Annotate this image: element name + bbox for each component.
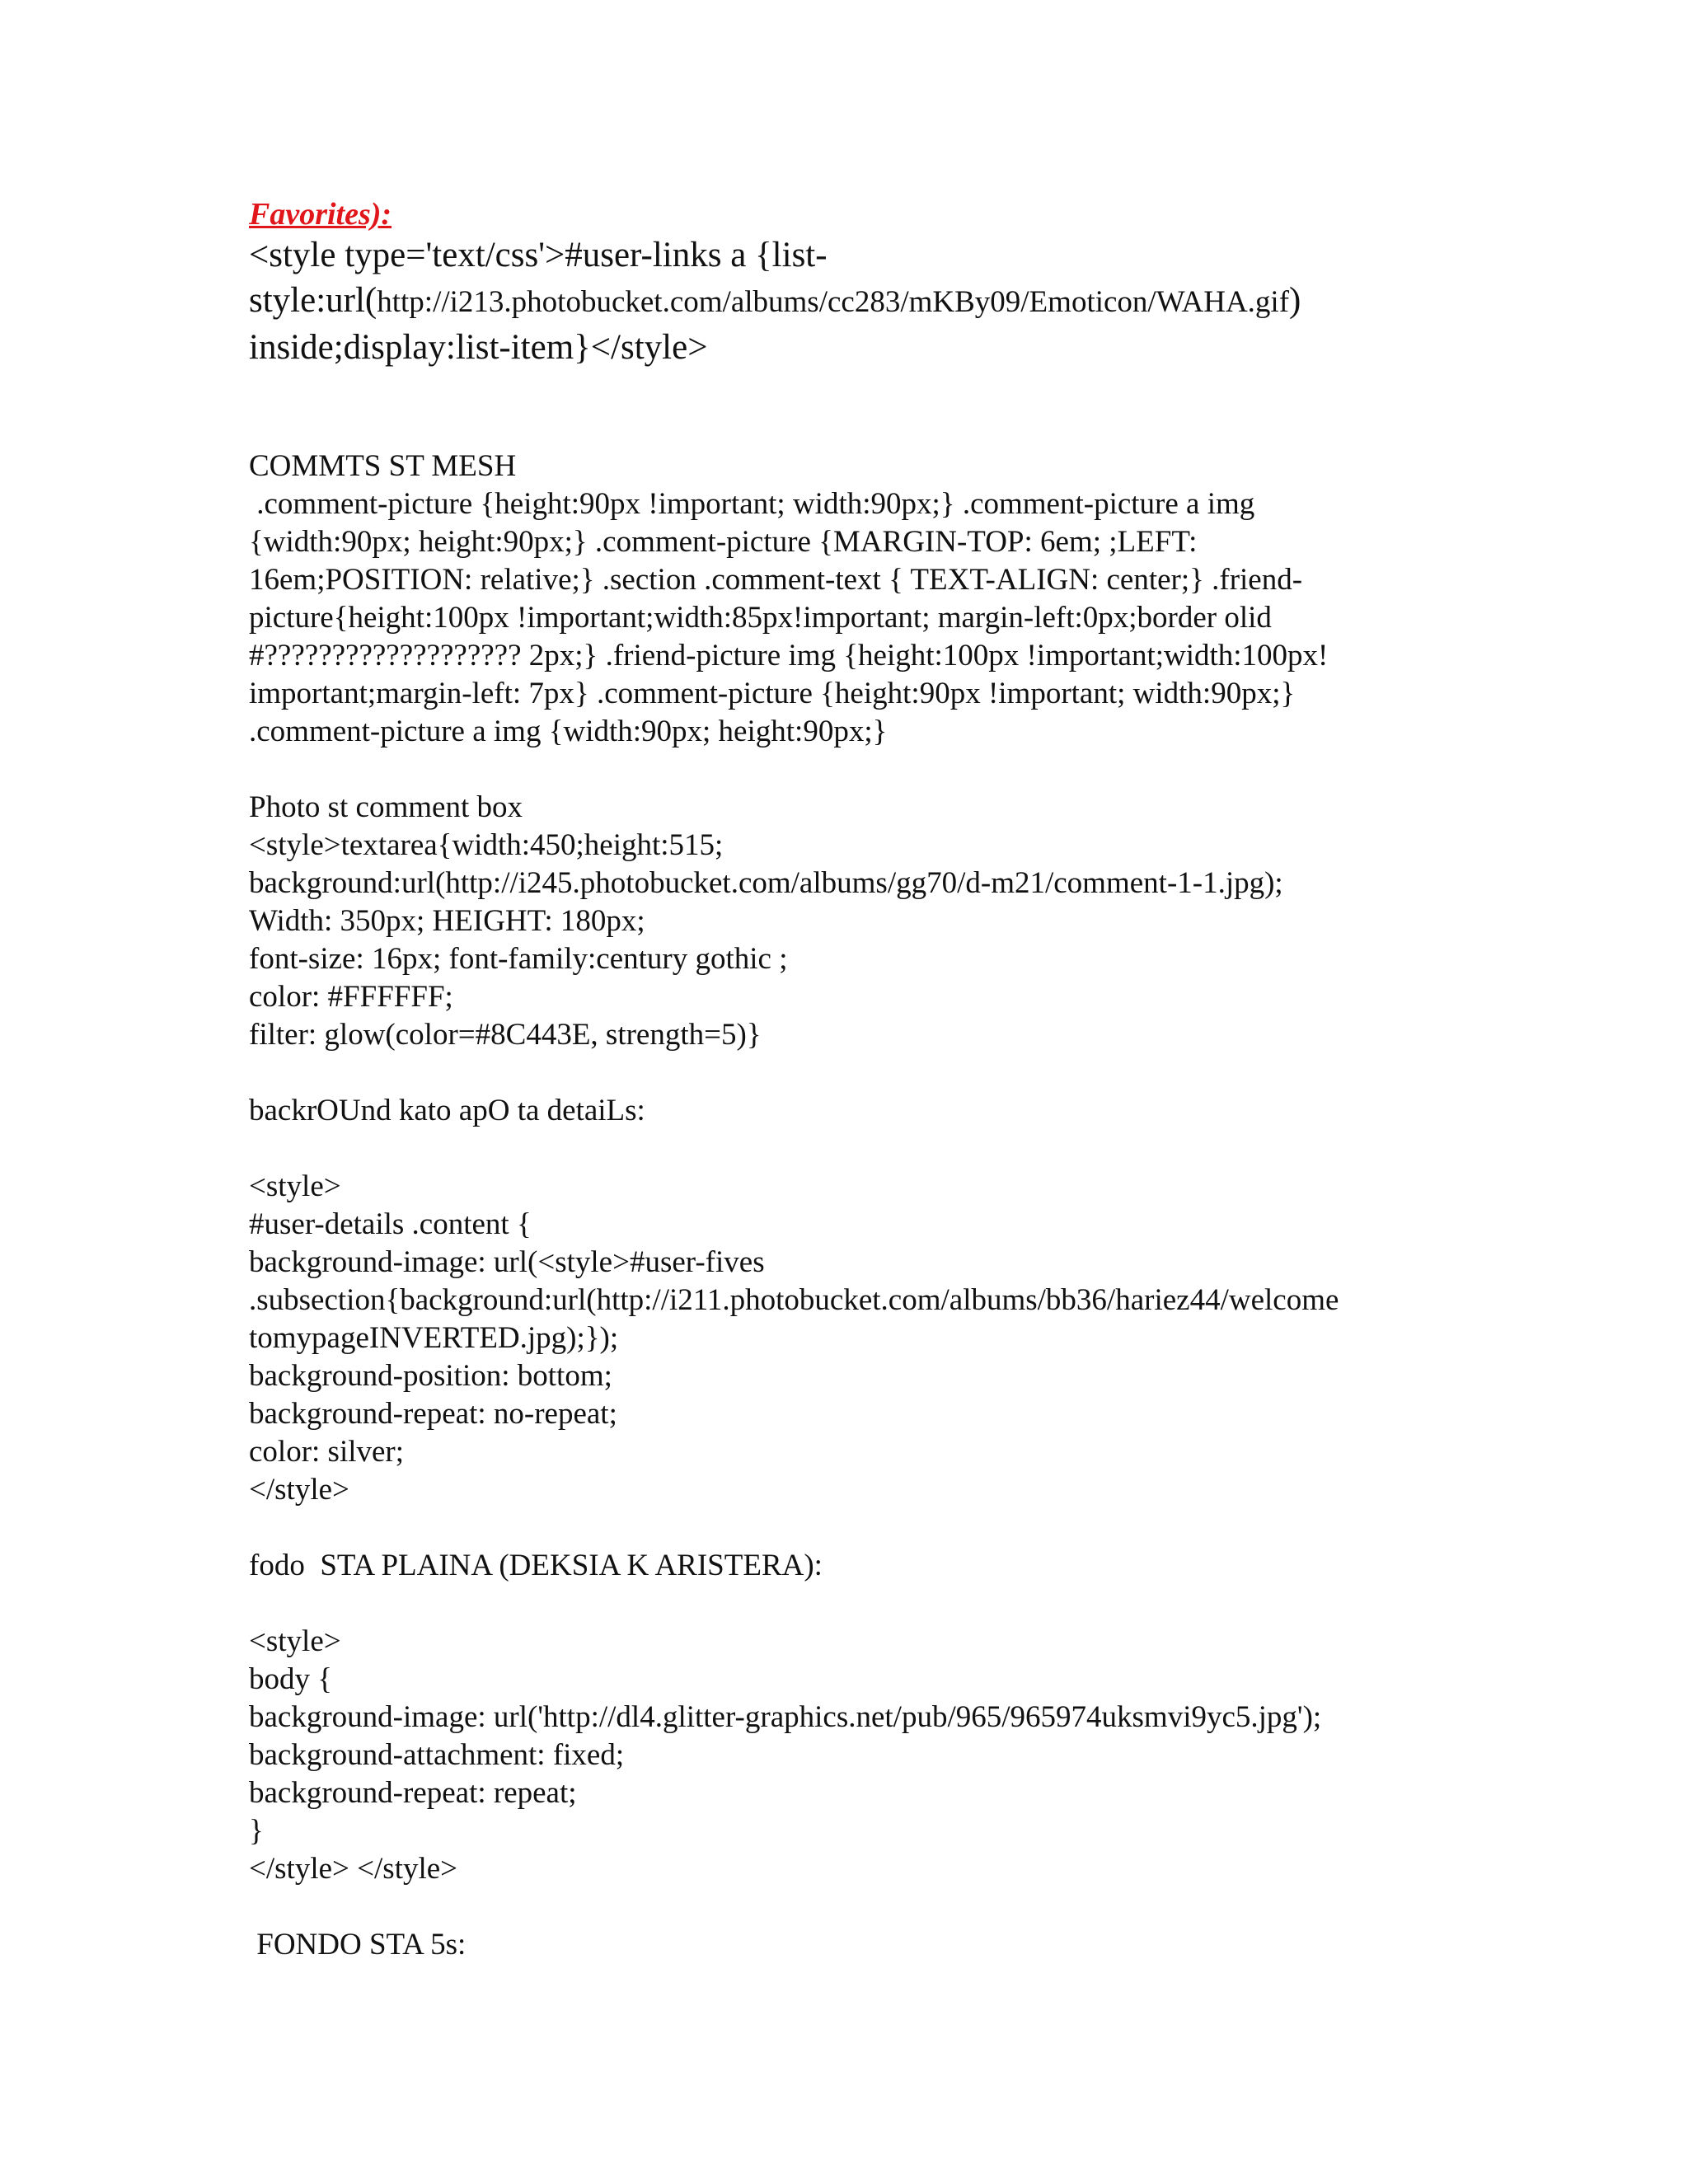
fives-background-title: FONDO STA 5s: [249, 1928, 467, 1961]
favorites-heading: Favorites): [249, 197, 392, 232]
spacer [249, 1509, 1452, 1547]
details-background-code-line: background-repeat: no-repeat; [249, 1397, 617, 1431]
details-background-code-line: color: silver; [249, 1435, 405, 1469]
details-background-code-line: #user-details .content { [249, 1207, 532, 1241]
style-line-2-suffix: ) [1289, 281, 1301, 320]
comment-box-code-line: color: #FFFFFF; [249, 980, 453, 1014]
comments-title: COMMTS ST MESH [249, 449, 517, 483]
emoticon-url: http://i213.photobucket.com/albums/cc283/mKBy09/Emoticon/WAHA.gif [377, 285, 1290, 319]
comment-box-code-line: <style>textarea{width:450;height:515; [249, 828, 724, 862]
comments-code-line: picture{height:100px !important;width:85px!important; margin-left:0px;border olid [249, 601, 1272, 635]
style-line-3: inside;display:list-item}</style> [249, 328, 708, 367]
user-links-style-block [249, 232, 1452, 370]
page-background-code-line: <style> [249, 1624, 341, 1658]
page-background-code-line: background-image: url('http://dl4.glitter-graphics.net/pub/965/965974uksmvi9yc5.jpg'); [249, 1700, 1322, 1734]
comment-box-title: Photo st comment box [249, 790, 523, 824]
comments-section [249, 448, 1452, 751]
comments-code-line: important;margin-left: 7px} .comment-picture {height:90px !important; width:90px;} [249, 677, 1296, 710]
page-background-code-line: body { [249, 1662, 333, 1696]
comments-code-line: #??????????????????? 2px;} .friend-picture img {height:100px !important;width:100px! [249, 639, 1329, 673]
comment-box-code-line: filter: glow(color=#8C443E, strength=5)} [249, 1018, 762, 1052]
spacer [249, 370, 1452, 448]
style-line-1: <style type='text/css'>#user-links a {list- [249, 236, 828, 274]
comments-code-line: .comment-picture {height:90px !important; width:90px;} .comment-picture a img [249, 487, 1255, 521]
comments-code-line: .comment-picture a img {width:90px; height:90px;} [249, 715, 888, 748]
details-background-section [249, 1092, 1452, 1509]
details-background-code-line: background-position: bottom; [249, 1359, 612, 1393]
spacer [249, 1585, 1452, 1623]
spacer [249, 1054, 1452, 1092]
page-background-code-line: </style> </style> [249, 1852, 458, 1886]
fives-background-section [249, 1926, 1452, 1964]
spacer [249, 1888, 1452, 1926]
comments-code-line: {width:90px; height:90px;} .comment-picture {MARGIN-TOP: 6em; ;LEFT: [249, 525, 1198, 559]
comments-code-line: 16em;POSITION: relative;} .section .comment-text { TEXT-ALIGN: center;} .friend- [249, 563, 1303, 597]
document-body [249, 196, 1452, 1964]
details-background-code-line: <style> [249, 1169, 341, 1203]
page-background-code-line: background-repeat: repeat; [249, 1776, 577, 1810]
comment-box-code-line: Width: 350px; HEIGHT: 180px; [249, 904, 645, 938]
details-background-code-line: tomypageINVERTED.jpg);}); [249, 1321, 619, 1355]
style-line-2-prefix: style:url( [249, 281, 377, 320]
page-background-code-line: background-attachment: fixed; [249, 1738, 625, 1772]
page-background-section [249, 1547, 1452, 1888]
comment-box-section [249, 789, 1452, 1054]
page-background-code-line: } [249, 1814, 264, 1848]
spacer [249, 1130, 1452, 1168]
page-background-title: fodo STA PLAINA (DEKSIA K ARISTERA): [249, 1549, 823, 1582]
details-background-code-line: </style> [249, 1473, 349, 1507]
style-line-2 [249, 278, 1452, 325]
comment-box-code-line: background:url(http://i245.photobucket.com/albums/gg70/d-m21/comment-1-1.jpg); [249, 866, 1283, 900]
spacer [249, 751, 1452, 789]
details-background-code-line: .subsection{background:url(http://i211.photobucket.com/albums/bb36/hariez44/welcome [249, 1283, 1339, 1317]
comment-box-code-line: font-size: 16px; font-family:century gothic ; [249, 942, 788, 976]
details-background-title: backrOUnd kato apO ta detaiLs: [249, 1094, 645, 1127]
details-background-code-line: background-image: url(<style>#user-fives [249, 1245, 765, 1279]
